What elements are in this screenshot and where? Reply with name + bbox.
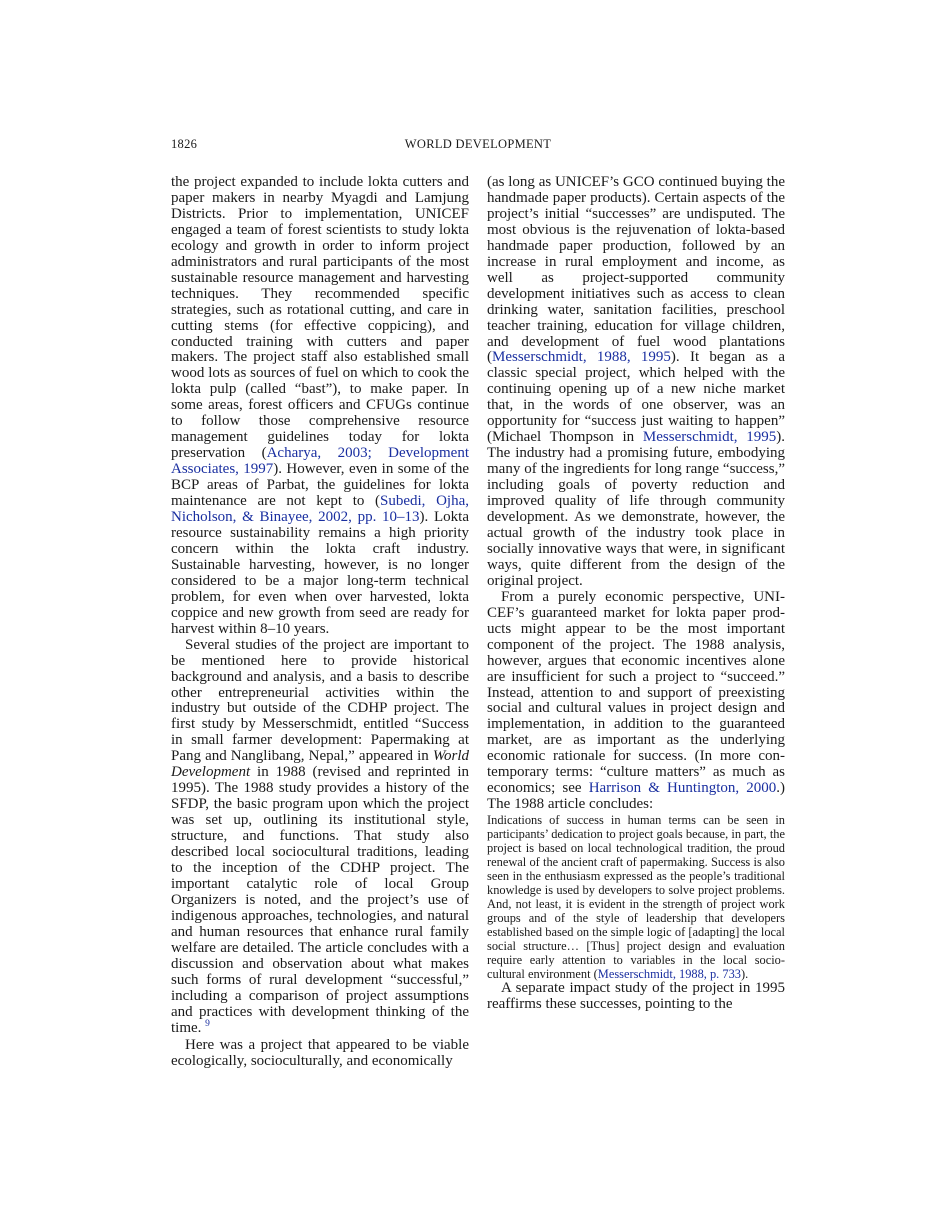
citation-link[interactable]: Messerschmidt, 1995	[642, 429, 777, 446]
citation-link[interactable]: Subedi, Ojha, Nicholson, & Binayee, 2002, pp. 10–13	[171, 493, 469, 526]
body-text: ). The industry had a promising future, embodying many of the ingredients for long range “success,” including goals of poverty reduction and improved quality of life through community development. As we demonstrate, however, the actual growth of the industry took place in socially innovative ways that were, in significant ways, quite different from the design of the original project.	[487, 429, 785, 589]
citation-link[interactable]: Messerschmidt, 1988, 1995	[492, 349, 671, 366]
journal-name-italic: World Development	[171, 748, 469, 781]
body-text: From a purely economic perspective, UNICEF’s guaranteed market for lokta paper products might appear to be the most important component of the project. The 1988 analysis, however, argues that economic incentives alone are insufficient for such a project to “succeed.” Instead, attention to and support of preexisting social and cultural values in project design and implementation, in addition to the guaranteed market, are as important as the underlying economic rationale for success. (In more contemporary terms: “culture matters” as much as economics; see	[487, 588, 785, 797]
quote-text: ).	[740, 967, 749, 982]
body-text: .) The 1988 article concludes:	[487, 780, 785, 813]
citation-link[interactable]: Harrison & Huntington, 2000	[588, 780, 777, 797]
body-text: ). Lokta resource sustainability remains a high priority concern within the lokta craft industry. Sustainable harvesting, however, is no longer considered to be a major long-term technical problem, for even when over harvested, lokta coppice and new growth from seed are ready for harvest within 8–10 years.	[171, 509, 469, 637]
body-text: (as long as UNICEF’s GCO continued buying the handmade paper products). Certain aspects of the project’s initial “successes” are undisputed. The most obvious is the rejuvenation of lokta-based handmade paper production, followed by an increase in rural employment and income, as well as project-supported community development initiatives such as access to clean drinking water, sanitation facilities, preschool teacher training, education for village children, and development of fuel wood plantations (	[487, 174, 785, 366]
journal-title: WORLD DEVELOPMENT	[404, 137, 552, 151]
right-column	[487, 175, 785, 1013]
paragraph	[171, 175, 469, 638]
body-text: Several studies of the project are important to be mentioned here to provide historical background and analysis, and a basis to describe other entrepreneurial activities within the industry but outside of the CDHP project. The first study by Messerschmidt, entitled “Success in small farmer development: Papermaking at Pang and Nanglibang, Nepal,” appeared in	[171, 636, 469, 765]
paragraph: Here was a project that appeared to be viable ecologically, socioculturally, and economically	[171, 1037, 469, 1070]
paragraph	[171, 638, 469, 1039]
citation-link[interactable]: Messerschmidt, 1988, p. 733	[597, 967, 741, 982]
quote-text: Indications of success in human terms can be seen in participants’ dedication to project goals because, in part, the project is based on local technological tradition, the proud renewal of the ancient craft of papermaking. Success is also seen in the enthusiasm expressed as the people’s traditional knowledge is used by developers to solve project problems. And, not least, it is evident in the strength of project work groups and of the style of leadership that developers established based on the simple logic of [adapting] the local social structure… [Thus] project design and evaluation require early attention to variables in the local socio-cultural environment (	[487, 813, 785, 982]
paragraph: A separate impact study of the project in 1995 reaffirms these successes, pointing to the	[487, 980, 785, 1013]
body-text: the project expanded to include lokta cutters and paper makers in nearby Myagdi and Lamjung Districts. Prior to implementation, UNICEF engaged a team of forest scientists to study lokta ecology and growth in order to inform project administrators and rural participants of the most sustainable resource management and harvesting techniques. They recommended specific strategies, such as rotational cutting, and care in cutting stems (for effective coppicing), and conducted training with cutters and paper makers. The project staff also established small wood lots as sources of fuel on which to cook the lokta pulp (called “bast”), to make paper. In some areas, forest officers and CFUGs continue to follow those comprehensive resource management guidelines today for lokta preservation (	[171, 174, 469, 462]
left-column	[171, 175, 469, 1070]
body-text: in 1988 (revised and reprinted in 1995). The 1988 study provides a history of the SFDP, the basic program upon which the project was set up, outlining its institutional style, structure, and functions. That study also described local sociocultural traditions, leading to the inception of the CDHP project. The important catalytic role of local Group Organizers is noted, and the project’s use of indigenous approaches, technologies, and natural and human resources that enhance rural family welfare are detailed. The article concludes with a discussion and observation about what makes such forms of rural development “successful,” including a comparison of project assumptions and practices with development thinking of the time.	[171, 764, 469, 1036]
footnote-marker[interactable]: 9	[205, 1018, 210, 1029]
body-text: ). It began as a classic special project, which helped with the continuing opening up of a new niche market that, in the words of one observer, was an opportunity for “success just waiting to happen” (Michael Thompson in	[487, 349, 785, 446]
paragraph	[487, 590, 785, 813]
block-quote	[487, 813, 785, 981]
page-number: 1826	[171, 137, 198, 151]
paragraph	[487, 175, 785, 590]
citation-link[interactable]: Acharya, 2003; Development Associates, 1997	[171, 445, 469, 478]
running-head	[171, 137, 785, 155]
body-text: ). However, even in some of the BCP areas of Parbat, the guidelines for lokta maintenance are not kept to (	[171, 461, 469, 510]
